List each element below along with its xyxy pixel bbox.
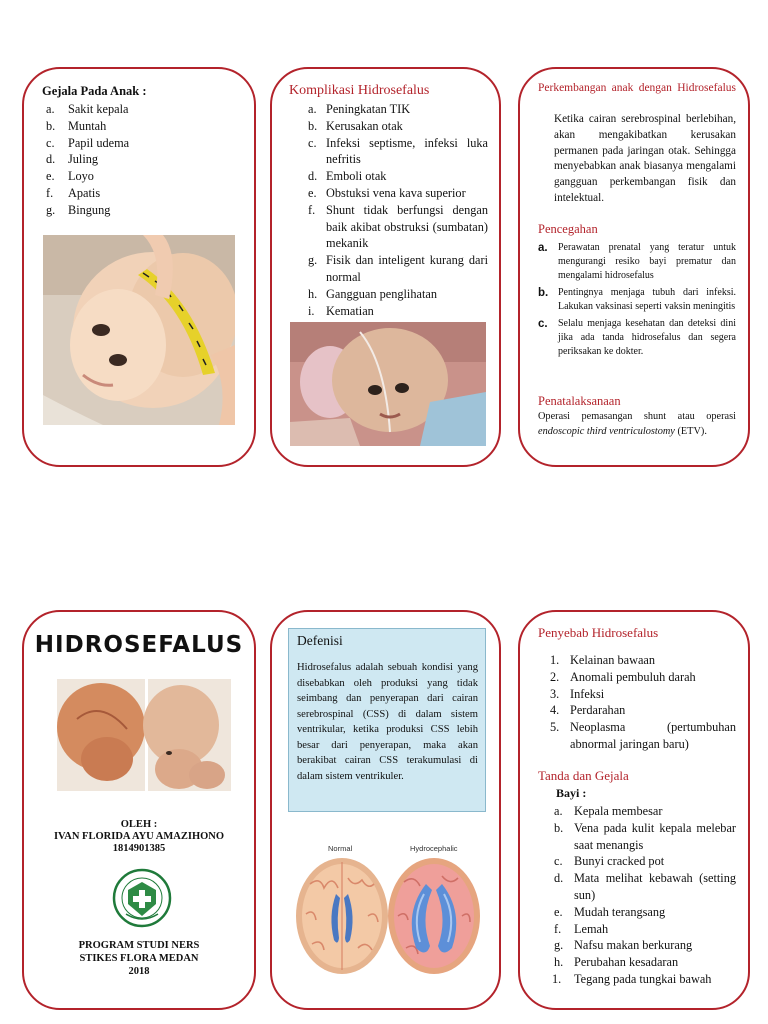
list-item: h. Perubahan kesadaran xyxy=(554,955,679,970)
penatalaksanaan-body xyxy=(538,409,736,439)
list-item: 3. Infeksi xyxy=(550,686,605,701)
hydrocephalic-brain-illustration xyxy=(388,858,480,974)
komplikasi-title: Komplikasi Hidrosefalus xyxy=(289,83,430,98)
tanda-list xyxy=(554,803,736,988)
list-item: 2. Anomali pembuluh darah xyxy=(550,669,696,684)
panel-cover xyxy=(22,610,256,1010)
list-item: 1. Tegang pada tungkai bawah xyxy=(552,971,712,986)
list-item: e. Loyo xyxy=(46,169,94,184)
list-item: a. Sakit kepala xyxy=(46,102,129,116)
list-item: f. Shunt tidak berfungsi dengan baik akibat obstruksi (sumbatan) mekanik xyxy=(308,202,488,251)
list-item: a. Peningkatan TIK xyxy=(308,102,411,116)
cover-school: STIKES FLORA MEDAN xyxy=(79,953,199,964)
komplikasi-list xyxy=(308,101,488,319)
list-item: a. Perawatan prenatal yang teratur untuk mengurangi resiko bayi prematur dan mengalami hidrosefalus xyxy=(538,242,736,281)
panel-komplikasi xyxy=(270,67,501,467)
cover-student-id: 1814901385 xyxy=(112,843,166,854)
list-item: f. Lemah xyxy=(554,921,609,936)
list-item: c. Infeksi septisme, infeksi luka nefritis xyxy=(308,135,488,167)
panel-gejala-anak xyxy=(22,67,256,467)
list-item: 4. Perdarahan xyxy=(550,703,626,718)
list-item: b. Pentingnya menjaga tubuh dari infeksi. Lakukan vaksinasi seperti vaksin meningitis xyxy=(538,287,736,312)
penatalaksanaan-text: Operasi pemasangan shunt atau operasi xyxy=(538,411,736,422)
tanda-title: Tanda dan Gejala xyxy=(538,768,629,783)
penatalaksanaan-italic-term: endoscopic third ventriculostomy xyxy=(538,426,675,437)
normal-brain-illustration xyxy=(296,858,388,974)
cover-year: 2018 xyxy=(128,966,150,977)
list-item: g. Nafsu makan berkurang xyxy=(554,938,693,953)
hydrocephalus-child-photo xyxy=(290,322,486,446)
baby-head-measurement-photo xyxy=(43,235,235,425)
perkembangan-title-text: Perkembangan anak dengan Hidrosefalus xyxy=(538,82,736,94)
perkembangan-body: Ketika cairan serebrospinal berlebihan, akan mengakibatkan kerusakan permanen pada jaringan otak. Sehingga menyebabkan anak biasanya mengalami gangguan perkembangan fisik dan intelektual. xyxy=(554,113,736,204)
list-item: e. Obstuksi vena kava superior xyxy=(308,185,466,200)
cover-infants-photo xyxy=(57,679,231,791)
school-logo xyxy=(112,868,172,928)
panel-penyebab xyxy=(518,610,750,1010)
list-item: g. Bingung xyxy=(46,202,111,217)
penyebab-list xyxy=(550,652,736,753)
cover-author: IVAN FLORIDA AYU AMAZIHONO xyxy=(53,831,225,842)
defenisi-title: Defenisi xyxy=(297,633,343,648)
penyebab-title: Penyebab Hidrosefalus xyxy=(538,625,659,640)
pencegahan-title: Pencegahan xyxy=(538,222,598,236)
gejala-anak-list xyxy=(46,101,236,219)
gejala-anak-title: Gejala Pada Anak : xyxy=(42,84,147,98)
list-item: d. Mata melihat kebawah (setting sun) xyxy=(554,871,736,902)
list-item: 5. Neoplasma (pertumbuhan abnormal jaringan baru) xyxy=(550,720,736,751)
list-item: a. Kepala membesar xyxy=(554,804,663,818)
brain-label-hydrocephalic: Hydrocephalic xyxy=(410,844,458,853)
list-item: c. Bunyi cracked pot xyxy=(554,854,665,869)
list-item: d. Emboli otak xyxy=(308,169,387,184)
list-item: i. Kematian xyxy=(308,303,374,318)
tanda-subtitle: Bayi : xyxy=(556,786,587,800)
pencegahan-list xyxy=(538,241,736,359)
cover-program: PROGRAM STUDI NERS xyxy=(78,940,200,951)
defenisi-box xyxy=(288,628,486,812)
list-item: c. Selalu menjaga kesehatan dan deteksi dini jika ada tanda hidrosefalus dan segera periksakan ke dokter. xyxy=(538,318,736,357)
defenisi-body: Hidrosefalus adalah sebuah kondisi yang disebabkan oleh produksi yang tidak seimbang dan penyerapan dari cairan serebrospinal (CSS) di dalam sistem ventrikular, ketika produksi CSS lebih besar dari penyerapan, maka akan berakibat cairan CSS terakumulasi di dalam sistem ventrikuler. xyxy=(297,662,478,782)
panel-perkembangan xyxy=(518,67,750,467)
list-item: d. Juling xyxy=(46,152,99,167)
list-item: b. Vena pada kulit kepala melebar saat menangis xyxy=(554,820,736,852)
penatalaksanaan-title: Penatalaksanaan xyxy=(538,394,621,408)
cover-title: HIDROSEFALUS xyxy=(34,632,244,658)
penatalaksanaan-text-end: (ETV). xyxy=(674,426,707,437)
perkembangan-title xyxy=(538,81,736,96)
list-item: 1. Kelainan bawaan xyxy=(550,653,656,667)
brain-comparison-diagram xyxy=(292,844,484,976)
list-item: c. Papil udema xyxy=(46,135,130,150)
list-item: e. Mudah terangsang xyxy=(554,904,666,919)
panel-defenisi xyxy=(270,610,501,1010)
list-item: g. Fisik dan inteligent kurang dari normal xyxy=(308,253,488,284)
cover-by-label: OLEH : xyxy=(120,819,158,830)
list-item: b. Muntah xyxy=(46,118,107,133)
brain-label-normal: Normal xyxy=(328,844,353,853)
list-item: h. Gangguan penglihatan xyxy=(308,286,437,301)
list-item: f. Apatis xyxy=(46,185,101,200)
list-item: b. Kerusakan otak xyxy=(308,118,403,133)
